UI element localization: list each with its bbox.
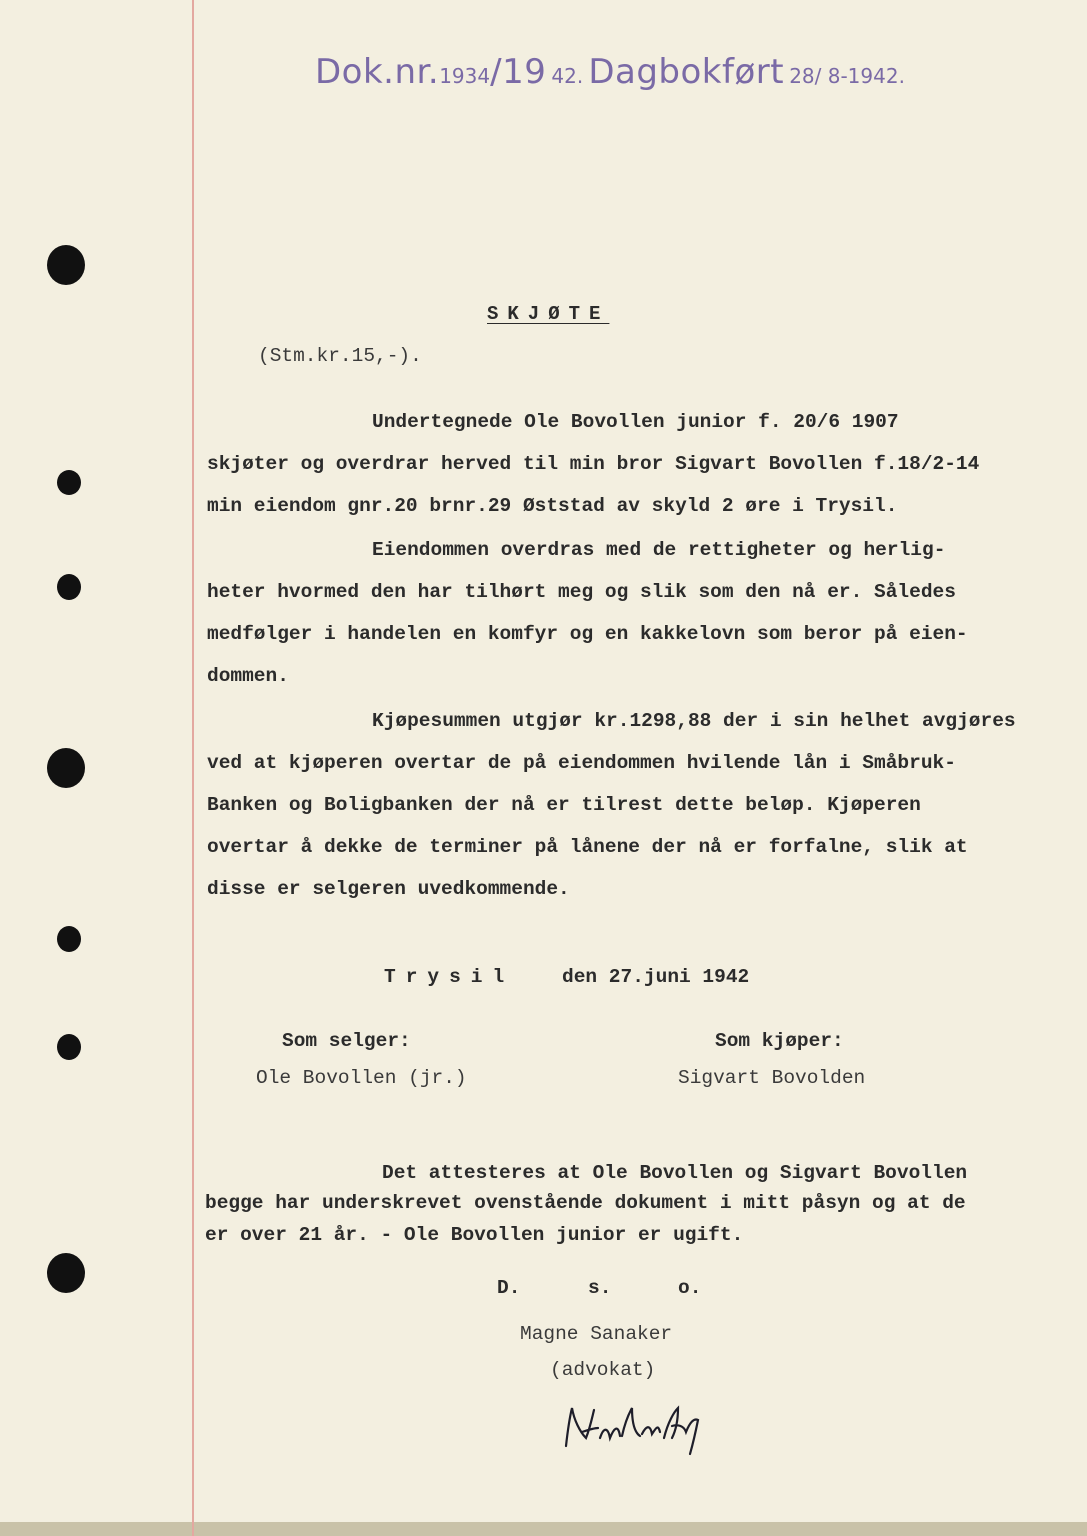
body-line: medfølger i handelen en komfyr og en kakkelovn som beror på eien-	[207, 623, 968, 645]
body-line: min eiendom gnr.20 brnr.29 Øststad av skyld 2 øre i Trysil.	[207, 495, 898, 517]
buyer-name: Sigvart Bovolden	[678, 1067, 866, 1089]
buyer-label: Som kjøper:	[715, 1030, 844, 1052]
seller-name: Ole Bovollen (jr.)	[256, 1067, 467, 1089]
body-line: Kjøpesummen utgjør kr.1298,88 der i sin helhet avgjøres	[372, 710, 1016, 732]
dok-number: 1934	[439, 64, 491, 88]
body-line: skjøter og overdrar herved til min bror Sigvart Bovollen f.18/2-14	[207, 453, 980, 475]
punch-hole	[47, 1253, 85, 1293]
stamp-duty: (Stm.kr.15,-).	[258, 345, 422, 367]
dagbok-label: Dagbokført	[588, 52, 785, 92]
signing-date: den 27.juni 1942	[562, 966, 750, 988]
page-edge	[0, 1522, 1087, 1536]
margin-line	[192, 0, 194, 1536]
handwritten-signature	[560, 1398, 710, 1463]
body-line: disse er selgeren uvedkommende.	[207, 878, 570, 900]
punch-hole	[57, 1034, 81, 1060]
year-prefix: /19	[490, 52, 547, 92]
punch-hole	[57, 574, 81, 600]
witness-name: Magne Sanaker	[520, 1323, 673, 1345]
document-title: SKJØTE	[487, 303, 610, 325]
seller-label: Som selger:	[282, 1030, 411, 1052]
body-line: dommen.	[207, 665, 289, 687]
dso-d: D.	[497, 1277, 521, 1299]
attestation-line: Det attesteres at Ole Bovollen og Sigvart Bovollen	[382, 1162, 968, 1184]
dso-s: s.	[588, 1277, 612, 1299]
dso-o: o.	[678, 1277, 702, 1299]
attestation-line: begge har underskrevet ovenstående dokument i mitt påsyn og at de	[205, 1192, 966, 1214]
place: Trysil	[384, 966, 515, 988]
punch-hole	[47, 245, 85, 285]
dok-label: Dok.nr.	[315, 52, 440, 92]
registry-stamp	[315, 52, 905, 92]
body-line: Eiendommen overdras med de rettigheter og herlig-	[372, 539, 946, 561]
year-suffix: 42.	[551, 64, 584, 88]
dagbok-date: 28/ 8-1942.	[789, 64, 905, 88]
punch-hole	[57, 470, 81, 495]
body-line: Undertegnede Ole Bovollen junior f. 20/6 1907	[372, 411, 899, 433]
punch-hole	[57, 926, 81, 952]
punch-hole	[47, 748, 85, 788]
attestation-line: er over 21 år. - Ole Bovollen junior er ugift.	[205, 1224, 744, 1246]
witness-title: (advokat)	[550, 1359, 656, 1381]
body-line: Banken og Boligbanken der nå er tilrest dette beløp. Kjøperen	[207, 794, 921, 816]
body-line: heter hvormed den har tilhørt meg og slik som den nå er. Således	[207, 581, 956, 603]
body-line: ved at kjøperen overtar de på eiendommen hvilende lån i Småbruk-	[207, 752, 956, 774]
body-line: overtar å dekke de terminer på lånene der nå er forfalne, slik at	[207, 836, 968, 858]
